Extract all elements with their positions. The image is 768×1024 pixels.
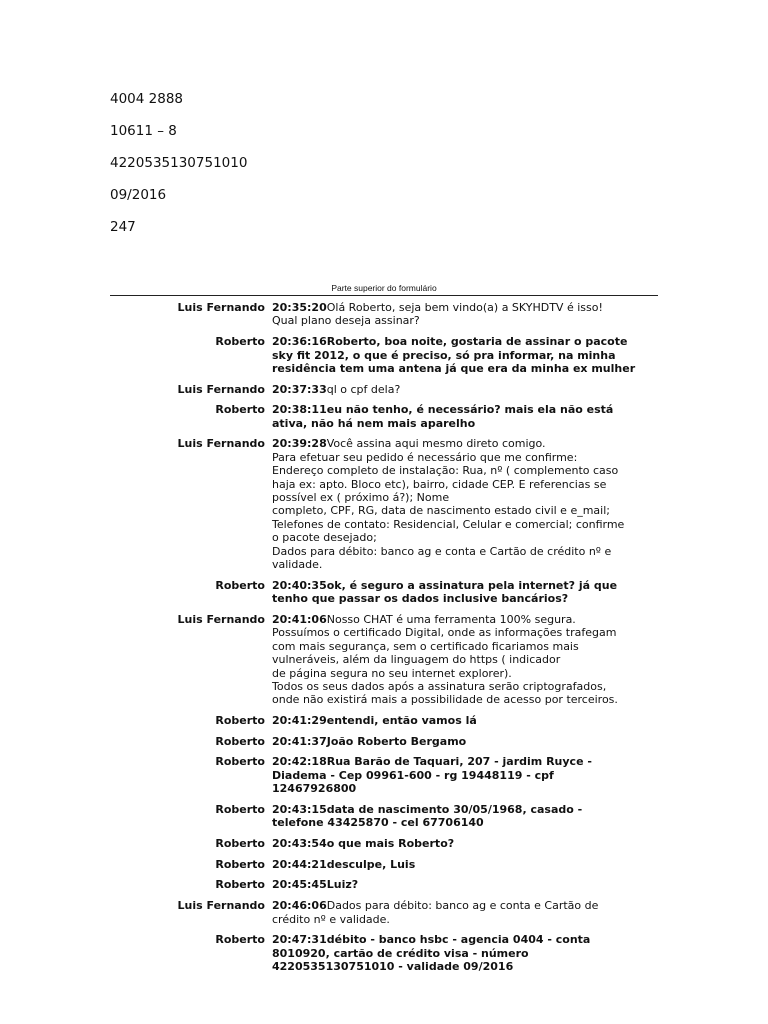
chat-message: [110, 437, 658, 571]
message-text: João Roberto Bergamo: [326, 734, 467, 748]
message-text: ok, é seguro a assinatura pela internet? já que tenho que passar os dados inclusive bancários?: [272, 578, 618, 606]
message-time: 20:37:33: [272, 382, 327, 396]
message-time: 20:43:54: [272, 837, 327, 851]
message-sender: Luis Fernando: [177, 382, 265, 396]
message-sender: Luis Fernando: [177, 612, 265, 626]
message-text: débito - banco hsbc - agencia 0404 - conta 8010920, cartão de crédito visa - número 4220535130751010 - validade 09/2016: [272, 933, 591, 974]
chat-message: [110, 803, 658, 830]
message-sender: Luis Fernando: [177, 899, 265, 913]
message-body: [272, 933, 656, 973]
message-text: data de nascimento 30/05/1968, casado - telefone 43425870 - cel 67706140: [272, 802, 583, 830]
message-time: 20:44:21: [272, 857, 327, 871]
message-sender: Roberto: [215, 802, 265, 816]
message-text: Olá Roberto, seja bem vindo(a) a SKYHDTV é isso! Qual plano deseja assinar?: [272, 301, 603, 328]
message-body: [272, 858, 656, 871]
chat-message: [110, 933, 658, 973]
message-text: Rua Barão de Taquari, 207 - jardim Ruyce - Diadema - Cep 09961-600 - rg 19448119 - cpf 12467926800: [272, 755, 592, 796]
message-sender: Roberto: [215, 857, 265, 871]
header-info: [110, 90, 247, 250]
chat-message: [110, 383, 658, 396]
message-body: [272, 437, 656, 571]
message-text: Nosso CHAT é uma ferramenta 100% segura. Possuímos o certificado Digital, onde as informações trafegam com mais segurança, sem o certificado ficariamos mais vulneráveis, além da linguagem do https ( indicador de página segura no seu internet explorer). Todos os seus dados após a assinatura serão criptografados, onde não existirá mais a possibilidade de acesso por terceiros.: [272, 612, 618, 707]
chat-message: [110, 755, 658, 795]
chat-message: [110, 878, 658, 891]
divider: [110, 295, 658, 296]
message-text: entendi, então vamos lá: [326, 714, 477, 728]
message-body: [272, 878, 656, 891]
chat-message: [110, 735, 658, 748]
message-body: [272, 803, 656, 830]
message-body: [272, 579, 656, 606]
message-sender: Roberto: [215, 734, 265, 748]
chat-message: [110, 858, 658, 871]
message-body: [272, 755, 656, 795]
message-time: 20:41:29: [272, 714, 327, 728]
message-body: [272, 735, 656, 748]
chat-message: [110, 714, 658, 727]
message-sender: Roberto: [215, 933, 265, 947]
header-line: 10611 – 8: [110, 123, 177, 139]
message-body: [272, 301, 656, 328]
chat-transcript: [110, 301, 658, 981]
message-text: Luiz?: [326, 878, 359, 892]
message-time: 20:41:37: [272, 734, 327, 748]
chat-message: [110, 899, 658, 926]
chat-message: [110, 403, 658, 430]
message-body: [272, 383, 656, 396]
message-text: Roberto, boa noite, gostaria de assinar o pacote sky fit 2012, o que é preciso, só pra informar, na minha residência tem uma antena já que era da minha ex mulher: [272, 335, 636, 375]
message-sender: Roberto: [215, 578, 265, 592]
message-time: 20:46:06: [272, 899, 327, 913]
message-text: desculpe, Luis: [326, 857, 416, 871]
message-text: eu não tenho, é necessário? mais ela não está ativa, não há nem mais aparelho: [272, 403, 614, 430]
message-time: 20:47:31: [272, 933, 327, 947]
chat-message: [110, 335, 658, 375]
message-sender: Roberto: [215, 403, 265, 417]
message-body: [272, 837, 656, 850]
message-time: 20:36:16: [272, 335, 327, 349]
message-sender: Roberto: [215, 755, 265, 769]
message-time: 20:43:15: [272, 802, 327, 816]
message-time: 20:38:11: [272, 403, 327, 417]
message-sender: Roberto: [215, 837, 265, 851]
message-body: [272, 714, 656, 727]
message-sender: Roberto: [215, 714, 265, 728]
message-sender: Luis Fernando: [177, 301, 265, 314]
header-line: 4220535130751010: [110, 155, 248, 171]
message-sender: Roberto: [215, 335, 265, 349]
message-sender: Roberto: [215, 878, 265, 892]
message-time: 20:35:20: [272, 301, 327, 314]
message-body: [272, 613, 656, 707]
message-text: Você assina aqui mesmo direto comigo. Para efetuar seu pedido é necessário que me confirme: Endereço completo de instalação: Rua, nº ( complemento caso haja ex: apto. Bloco etc), bairro, cidade CEP. E referencias se possível ex ( próximo á?); Nome completo, CPF, RG, data de nascimento estado civil e e_mail; Telefones de contato: Residencial, Celular e comercial; confirme o pacote desejado; Dados para débito: banco ag e conta e Cartão de crédito nº e validade.: [272, 437, 625, 572]
message-text: ql o cpf dela?: [326, 382, 401, 396]
message-time: 20:39:28: [272, 437, 327, 451]
form-title: Parte superior do formulário: [331, 283, 437, 293]
chat-message: [110, 613, 658, 707]
message-text: o que mais Roberto?: [326, 837, 455, 851]
message-time: 20:42:18: [272, 755, 327, 769]
message-body: [272, 403, 656, 430]
chat-message: [110, 837, 658, 850]
message-time: 20:41:06: [272, 612, 327, 626]
message-time: 20:45:45: [272, 878, 327, 892]
message-body: [272, 899, 656, 926]
header-line: 4004 2888: [110, 91, 184, 107]
message-body: [272, 335, 656, 375]
header-line: 09/2016: [110, 187, 167, 203]
message-text: Dados para débito: banco ag e conta e Cartão de crédito nº e validade.: [272, 899, 599, 926]
chat-message: [110, 301, 658, 328]
message-sender: Luis Fernando: [177, 437, 265, 451]
chat-message: [110, 579, 658, 606]
message-time: 20:40:35: [272, 578, 327, 592]
header-line: 247: [110, 219, 136, 235]
